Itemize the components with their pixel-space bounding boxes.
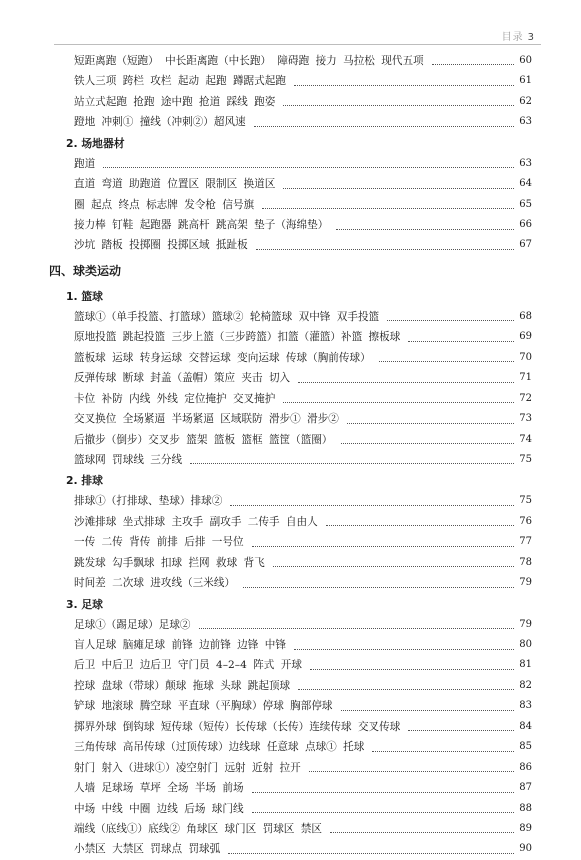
dot-leader: [310, 669, 514, 670]
dot-leader: [432, 64, 515, 65]
dot-leader: [341, 443, 515, 444]
dot-leader: [408, 341, 514, 342]
dot-leader: [408, 730, 514, 731]
toc-entry-text: 篮球①（单手投篮、打篮球）篮球② 轮椅篮球 双中锋 双手投篮: [74, 310, 380, 323]
dot-leader: [252, 812, 515, 813]
toc-entry-page-number: 81: [519, 659, 532, 671]
toc-entry[interactable]: [74, 819, 532, 839]
toc-entry-page-number: 71: [519, 372, 532, 384]
toc-entry-page-number: 87: [519, 782, 532, 794]
toc-entry[interactable]: [74, 758, 532, 778]
toc-entry-text: 短距离跑（短跑） 中长距离跑（中长跑） 障碍跑 接力 马拉松 现代五项: [74, 54, 424, 67]
toc-entry-page-number: 68: [519, 310, 532, 322]
dot-leader: [243, 587, 514, 588]
dot-leader: [341, 710, 515, 711]
toc-entry-text: 反弹传球 断球 封盖（盖帽）策应 夹击 切入: [74, 372, 291, 385]
toc-entry-page-number: 84: [519, 720, 532, 732]
toc-entry[interactable]: [74, 635, 532, 655]
toc-entry[interactable]: [74, 327, 532, 347]
dot-leader: [283, 402, 514, 403]
section-heading-basketball: 1. 篮球: [66, 289, 103, 303]
toc-entry[interactable]: [74, 409, 532, 429]
toc-entry-page-number: 85: [519, 741, 532, 753]
header-rule: [54, 44, 541, 45]
toc-entry[interactable]: [74, 656, 532, 676]
dot-leader: [372, 751, 514, 752]
toc-entry-text: 盲人足球 脑瘫足球 前锋 边前锋 边锋 中锋: [74, 639, 286, 652]
toc-entry-text: 人墙 足球场 草坪 全场 半场 前场: [74, 782, 244, 795]
dot-leader: [336, 229, 514, 230]
toc-entry-page-number: 79: [519, 577, 532, 589]
toc-block-football: [74, 615, 532, 860]
dot-leader: [252, 792, 515, 793]
dot-leader: [252, 546, 515, 547]
chapter-heading-ball-sports: 四、球类运动: [49, 263, 122, 278]
toc-entry[interactable]: [74, 51, 532, 71]
toc-entry-page-number: 64: [519, 178, 532, 190]
toc-entry[interactable]: [74, 676, 532, 696]
toc-entry-text: 卡位 补防 内线 外线 定位掩护 交叉掩护: [74, 392, 276, 405]
toc-block-running: [74, 51, 532, 133]
toc-entry-text: 篮板球 运球 转身运球 交替运球 变向运球 传球（胸前传球）: [74, 351, 371, 364]
toc-entry-text: 排球①（打排球、垫球）排球②: [74, 495, 223, 508]
toc-entry[interactable]: [74, 112, 532, 132]
dot-leader: [379, 361, 515, 362]
dot-leader: [330, 832, 514, 833]
toc-entry-page-number: 79: [519, 618, 532, 630]
toc-entry-text: 铁人三项 跨栏 攻栏 起动 起跑 蹲踞式起跑: [74, 75, 286, 88]
toc-entry[interactable]: [74, 696, 532, 716]
toc-entry[interactable]: [74, 615, 532, 635]
toc-entry-text: 掷界外球 倒钩球 短传球（短传）长传球（长传）连续传球 交叉传球: [74, 720, 401, 733]
dot-leader: [283, 188, 514, 189]
toc-entry-page-number: 76: [519, 515, 532, 527]
toc-entry-text: 沙滩排球 坐式排球 主攻手 副攻手 二传手 自由人: [74, 515, 318, 528]
running-header: [502, 28, 535, 43]
toc-block-volleyball: [74, 491, 532, 593]
toc-entry-text: 足球①（踢足球）足球②: [74, 618, 191, 631]
dot-leader: [199, 628, 515, 629]
dot-leader: [256, 249, 514, 250]
toc-entry[interactable]: [74, 491, 532, 511]
toc-entry[interactable]: [74, 92, 532, 112]
toc-entry-page-number: 72: [519, 392, 532, 404]
dot-leader: [298, 689, 514, 690]
toc-entry-text: 直道 弯道 助跑道 位置区 限制区 换道区: [74, 178, 276, 191]
toc-entry-page-number: 66: [519, 219, 532, 231]
toc-entry-text: 原地投篮 跳起投篮 三步上篮（三步跨篮）扣篮（灌篮）补篮 擦板球: [74, 331, 401, 344]
toc-entry[interactable]: [74, 307, 532, 327]
toc-entry-page-number: 61: [519, 75, 532, 87]
toc-entry-page-number: 77: [519, 536, 532, 548]
toc-entry-text: 端线（底线①）底线② 角球区 球门区 罚球区 禁区: [74, 822, 322, 835]
toc-entry-text: 射门 射入（进球①）凌空射门 远射 近射 拉开: [74, 761, 301, 774]
toc-entry-page-number: 90: [519, 843, 532, 855]
toc-entry-text: 后撤步（倒步）交叉步 篮架 篮板 篮框 篮筐（篮圈）: [74, 433, 333, 446]
toc-entry[interactable]: [74, 236, 532, 256]
toc-entry[interactable]: [74, 717, 532, 737]
toc-entry[interactable]: [74, 839, 532, 859]
toc-entry-page-number: 69: [519, 331, 532, 343]
toc-entry-text: 一传 二传 背传 前排 后排 一号位: [74, 536, 244, 549]
toc-entry[interactable]: [74, 71, 532, 91]
toc-entry[interactable]: [74, 430, 532, 450]
toc-entry-page-number: 82: [519, 679, 532, 691]
toc-entry-text: 控球 盘球（带球）颠球 拖球 头球 跳起顶球: [74, 679, 291, 692]
toc-entry-page-number: 70: [519, 351, 532, 363]
toc-entry[interactable]: [74, 389, 532, 409]
toc-entry-text: 三角传球 高吊传球（过顶传球）边线球 任意球 点球① 托球: [74, 741, 365, 754]
toc-entry[interactable]: [74, 348, 532, 368]
toc-entry[interactable]: [74, 154, 532, 174]
toc-entry[interactable]: [74, 532, 532, 552]
dot-leader: [283, 105, 514, 106]
toc-entry-text: 站立式起跑 抢跑 途中跑 抢道 踩线 跑姿: [74, 95, 276, 108]
header-page-number: 3: [527, 32, 535, 43]
section-heading-field-equipment: 2. 场地器材: [66, 136, 125, 150]
toc-entry-text: 沙坑 踏板 投掷圈 投掷区域 抵趾板: [74, 239, 248, 252]
toc-entry-page-number: 80: [519, 639, 532, 651]
toc-entry-page-number: 63: [519, 157, 532, 169]
toc-entry[interactable]: [74, 368, 532, 388]
toc-entry[interactable]: [74, 553, 532, 573]
toc-entry-page-number: 89: [519, 822, 532, 834]
toc-entry-text: 接力棒 钉鞋 起跑器 跳高杆 跳高架 垫子（海绵垫）: [74, 219, 329, 232]
toc-entry-page-number: 75: [519, 453, 532, 465]
toc-entry[interactable]: [74, 573, 532, 593]
toc-entry[interactable]: [74, 512, 532, 532]
toc-entry-text: 小禁区 大禁区 罚球点 罚球弧: [74, 843, 221, 856]
dot-leader: [294, 649, 514, 650]
toc-entry-text: 中场 中线 中圈 边线 后场 球门线: [74, 802, 244, 815]
toc-block-basketball: [74, 307, 532, 471]
toc-entry[interactable]: [74, 737, 532, 757]
toc-entry-page-number: 63: [519, 116, 532, 128]
toc-entry-text: 铲球 地滚球 腾空球 平直球（平胸球）停球 胸部停球: [74, 700, 333, 713]
toc-entry-page-number: 67: [519, 239, 532, 251]
toc-block-field-equipment: [74, 154, 532, 256]
toc-entry-page-number: 75: [519, 495, 532, 507]
dot-leader: [254, 126, 515, 127]
toc-entry-text: 蹬地 冲刺① 撞线（冲刺②）超风速: [74, 116, 246, 129]
toc-entry-text: 圈 起点 终点 标志牌 发令枪 信号旗: [74, 198, 255, 211]
section-heading-football: 3. 足球: [66, 597, 103, 611]
section-heading-volleyball: 2. 排球: [66, 474, 103, 488]
toc-entry-text: 跑道: [74, 157, 96, 170]
toc-entry[interactable]: [74, 195, 532, 215]
toc-entry[interactable]: [74, 174, 532, 194]
toc-entry-text: 时间差 二次球 进攻线（三米线）: [74, 577, 236, 590]
toc-entry-page-number: 73: [519, 413, 532, 425]
toc-entry-page-number: 60: [519, 54, 532, 66]
dot-leader: [228, 853, 514, 854]
toc-entry-page-number: 65: [519, 198, 532, 210]
toc-entry-page-number: 83: [519, 700, 532, 712]
toc-entry-page-number: 88: [519, 802, 532, 814]
toc-entry-page-number: 86: [519, 761, 532, 773]
toc-entry-text: 交叉换位 全场紧逼 半场紧逼 区域联防 滑步① 滑步②: [74, 413, 339, 426]
dot-leader: [230, 505, 514, 506]
toc-content: [49, 51, 532, 860]
dot-leader: [309, 771, 515, 772]
dot-leader: [273, 566, 515, 567]
toc-entry[interactable]: [74, 450, 532, 470]
dot-leader: [103, 167, 514, 168]
dot-leader: [326, 525, 515, 526]
dot-leader: [190, 463, 514, 464]
toc-entry[interactable]: [74, 215, 532, 235]
toc-entry[interactable]: [74, 778, 532, 798]
toc-entry-text: 后卫 中后卫 边后卫 守门员 4–2–4 阵式 开球: [74, 659, 302, 672]
dot-leader: [387, 320, 514, 321]
toc-entry-text: 篮球网 罚球线 三分线: [74, 453, 183, 466]
dot-leader: [298, 382, 514, 383]
toc-entry-page-number: 74: [519, 433, 532, 445]
dot-leader: [294, 85, 514, 86]
toc-entry-page-number: 62: [519, 95, 532, 107]
toc-entry-text: 跳发球 勾手飘球 扣球 拦网 救球 背飞: [74, 556, 265, 569]
header-title: 目录: [501, 32, 524, 43]
dot-leader: [262, 208, 514, 209]
toc-entry[interactable]: [74, 799, 532, 819]
toc-entry-page-number: 78: [519, 556, 532, 568]
dot-leader: [347, 423, 514, 424]
